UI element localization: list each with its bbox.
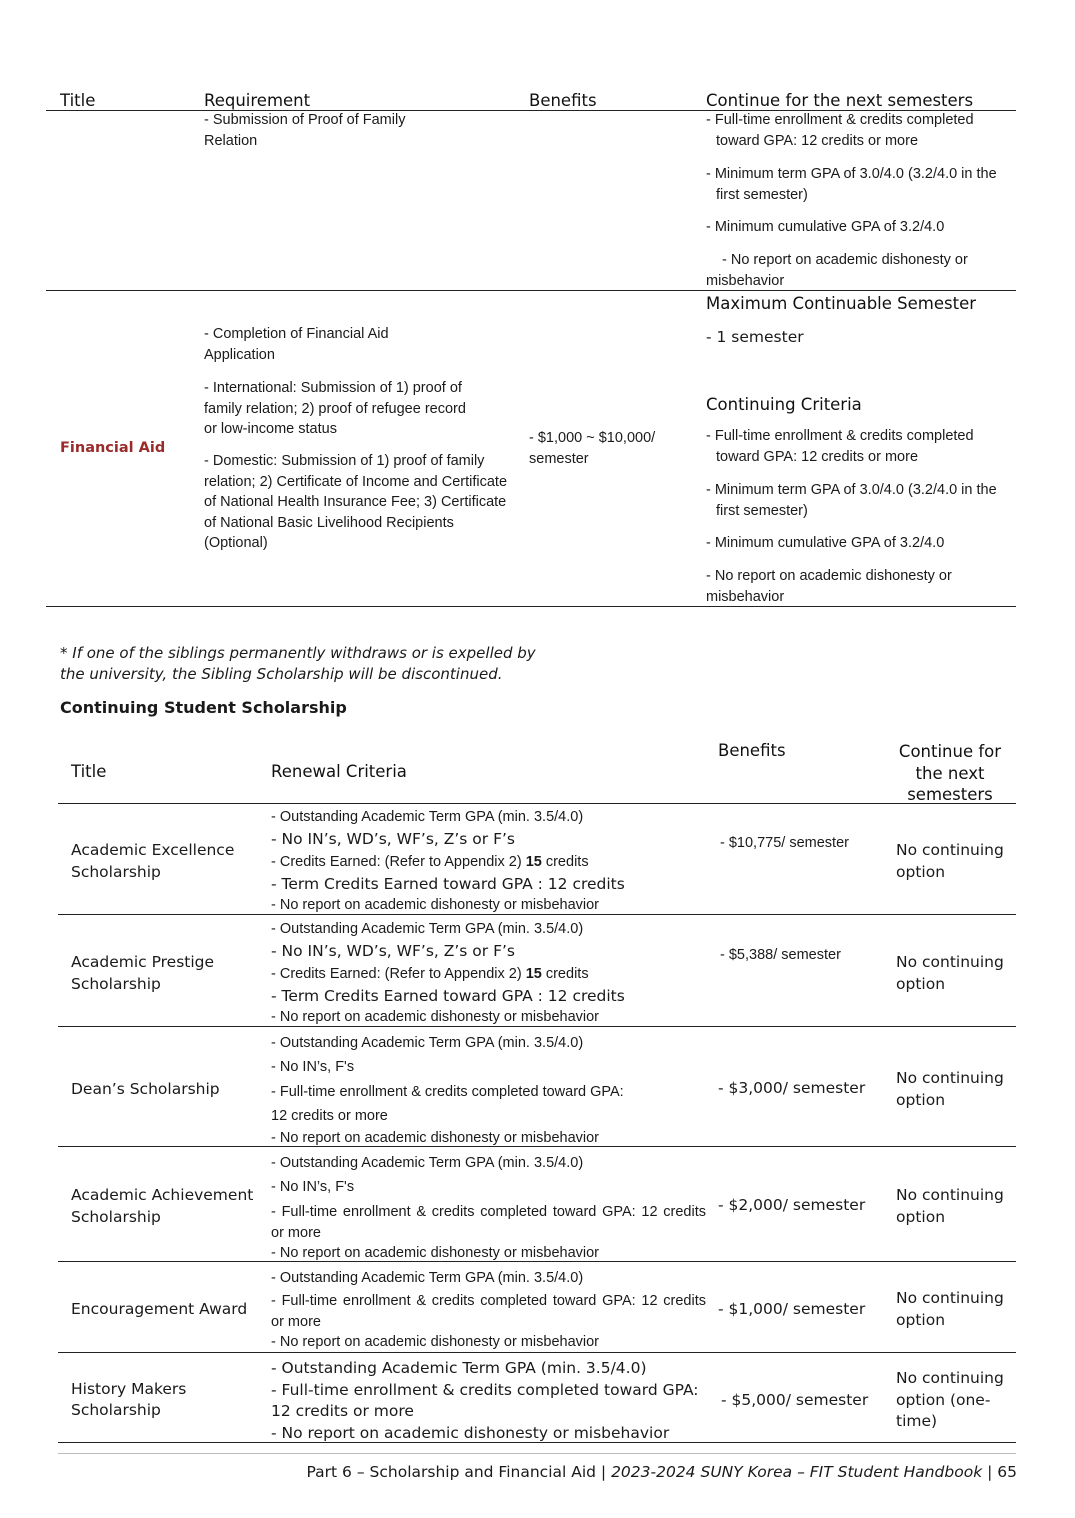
- row-divider: [58, 1146, 1016, 1147]
- col-header-renewal-criteria: Renewal Criteria: [271, 762, 407, 781]
- row-divider: [58, 1261, 1016, 1262]
- renewal-criteria: [271, 918, 711, 1027]
- benefit-amount: - $2,000/ semester: [718, 1196, 866, 1214]
- criteria-text: credits: [541, 966, 589, 982]
- credits-number: 15: [525, 854, 542, 870]
- financial-aid-benefits: - $1,000 ~ $10,000/ semester: [529, 430, 656, 467]
- criteria-line: - No IN’s, WD’s, WF’s, Z’s or F’s: [271, 942, 516, 960]
- requirement-text: - Domestic: Submission of 1) proof of family relation; 2) Certificate of Income and Certificate of National Health Insurance Fee; 3) Certificate of National Basic Livelihood Recipients (Optional): [204, 453, 508, 551]
- criteria-line: - Term Credits Earned toward GPA : 12 credits: [271, 987, 625, 1005]
- criteria-line: - No report on academic dishonesty or misbehavior: [271, 1245, 600, 1261]
- continue-option: No continuing option (one-time): [896, 1369, 1004, 1430]
- benefit-amount: - $10,775/ semester: [720, 835, 849, 851]
- scholarship-title: Academic Excellence Scholarship: [71, 841, 235, 881]
- footer-handbook: 2023-2024 SUNY Korea – FIT Student Handbook: [611, 1463, 983, 1481]
- benefit-amount: - $3,000/ semester: [718, 1079, 866, 1097]
- criteria-item: - Minimum cumulative GPA of 3.2/4.0: [706, 535, 945, 551]
- table-bottom-divider: [46, 606, 1016, 607]
- renewal-criteria: [271, 1358, 711, 1444]
- col-header-requirement: Requirement: [204, 91, 311, 110]
- credits-number: 15: [525, 966, 542, 982]
- criteria-line: [271, 963, 711, 985]
- scholarship-title: Academic Prestige Scholarship: [71, 953, 215, 993]
- criteria-line: [271, 851, 711, 873]
- criteria-line: - No report on academic dishonesty or misbehavior: [271, 1423, 670, 1442]
- scholarship-title: History Makers Scholarship: [71, 1380, 187, 1419]
- scholarship-title: Encouragement Award: [71, 1300, 248, 1318]
- requirement-text: - Completion of Financial Aid Application: [204, 326, 389, 363]
- page-footer: [307, 1462, 1017, 1482]
- benefit-amount: - $5,000/ semester: [721, 1391, 869, 1409]
- criteria-line: - Outstanding Academic Term GPA (min. 3.5/4.0): [271, 1035, 584, 1051]
- row-divider: [46, 290, 1016, 291]
- footer-divider: [58, 1453, 1016, 1454]
- criteria-line: - Outstanding Academic Term GPA (min. 3.5/4.0): [271, 1155, 584, 1171]
- continue-option: No continuing option: [896, 1186, 1004, 1226]
- criteria-line: - Outstanding Academic Term GPA (min. 3.5/4.0): [271, 1270, 584, 1286]
- criteria-line: - Outstanding Academic Term GPA (min. 3.5/4.0): [271, 1359, 647, 1377]
- criteria-line: - Full-time enrollment & credits completed toward GPA:: [271, 1083, 624, 1100]
- sibling-footnote: * If one of the siblings permanently withdraws or is expelled by the university, the Sibling Scholarship will be discontinued.: [60, 644, 536, 683]
- criteria-text: credits: [541, 854, 589, 870]
- scholarship-title: Academic Achievement Scholarship: [71, 1186, 254, 1226]
- criteria-line: - Full-time enrollment & credits completed toward GPA: 12 credits or more: [271, 1380, 699, 1420]
- criteria-line: - No IN’s, WD’s, WF’s, Z’s or F’s: [271, 830, 516, 848]
- renewal-criteria: [271, 1151, 706, 1264]
- footer-part: Part 6 – Scholarship and Financial Aid |: [306, 1463, 612, 1481]
- renewal-criteria: [271, 806, 711, 915]
- continue-item: - Minimum term GPA of 3.0/4.0 (3.2/4.0 in the first semester): [706, 166, 997, 203]
- continue-item: - Full-time enrollment & credits completed toward GPA: 12 credits or more: [706, 112, 974, 149]
- financial-aid-title: Financial Aid: [60, 440, 166, 456]
- continuing-criteria-heading: Continuing Criteria: [706, 395, 862, 414]
- col-header-continue: Continue for the next semesters: [706, 91, 974, 110]
- col-header-title: Title: [60, 91, 96, 110]
- col-header-continue: Continue for the next semesters: [898, 742, 1002, 804]
- renewal-criteria: [271, 1031, 711, 1148]
- requirement-text: - International: Submission of 1) proof of family relation; 2) proof of refugee record or low-income status: [204, 380, 466, 437]
- col-header-title: Title: [71, 762, 107, 781]
- row-divider: [58, 1026, 1016, 1027]
- criteria-line: - No IN’s, F's: [271, 1059, 355, 1076]
- continue-option: No continuing option: [896, 1289, 1004, 1329]
- criteria-text: - Credits Earned: (Refer to Appendix 2): [271, 966, 526, 982]
- scholarship-title: Dean’s Scholarship: [71, 1080, 220, 1098]
- criteria-line: - No IN’s, F's: [271, 1179, 355, 1195]
- criteria-line: - Outstanding Academic Term GPA (min. 3.5/4.0): [271, 809, 584, 825]
- page-number: | 65: [982, 1463, 1017, 1481]
- row-divider: [58, 914, 1016, 915]
- benefit-amount: - $5,388/ semester: [720, 947, 841, 963]
- col-header-benefits: Benefits: [718, 741, 786, 760]
- criteria-line: - Term Credits Earned toward GPA : 12 credits: [271, 875, 625, 893]
- criteria-line: - Full-time enrollment & credits completed toward GPA: 12 credits or more: [271, 1293, 706, 1330]
- criteria-line: - No report on academic dishonesty or misbehavior: [271, 1334, 600, 1350]
- renewal-criteria: [271, 1266, 706, 1353]
- continue-item: - No report on academic dishonesty or misbehavior: [706, 252, 968, 289]
- continue-option: No continuing option: [896, 841, 1004, 881]
- table-bottom-divider: [58, 1442, 1016, 1443]
- criteria-text: - Credits Earned: (Refer to Appendix 2): [271, 854, 526, 870]
- requirement-text: - Submission of Proof of Family Relation: [204, 112, 406, 149]
- criteria-item: - No report on academic dishonesty or misbehavior: [706, 568, 952, 605]
- section-title: Continuing Student Scholarship: [60, 698, 347, 717]
- criteria-line: - Outstanding Academic Term GPA (min. 3.5/4.0): [271, 921, 584, 937]
- continue-option: No continuing option: [896, 1069, 1004, 1109]
- criteria-line: - No report on academic dishonesty or misbehavior: [271, 897, 600, 913]
- max-semester-value: - 1 semester: [706, 328, 804, 346]
- header-divider: [58, 803, 1016, 804]
- criteria-line: 12 credits or more: [271, 1108, 388, 1125]
- criteria-line: - No report on academic dishonesty or misbehavior: [271, 1009, 600, 1025]
- max-semester-heading: Maximum Continuable Semester: [706, 294, 977, 313]
- col-header-benefits: Benefits: [529, 91, 597, 110]
- benefit-amount: - $1,000/ semester: [718, 1300, 866, 1318]
- continue-option: No continuing option: [896, 953, 1004, 993]
- continue-item: - Minimum cumulative GPA of 3.2/4.0: [706, 219, 945, 235]
- criteria-line: - Full-time enrollment & credits completed toward GPA: 12 credits or more: [271, 1204, 706, 1241]
- row-divider: [58, 1352, 1016, 1353]
- criteria-line: - No report on academic dishonesty or misbehavior: [271, 1129, 600, 1146]
- criteria-item: - Minimum term GPA of 3.0/4.0 (3.2/4.0 in the first semester): [706, 482, 997, 519]
- criteria-item: - Full-time enrollment & credits completed toward GPA: 12 credits or more: [706, 428, 974, 465]
